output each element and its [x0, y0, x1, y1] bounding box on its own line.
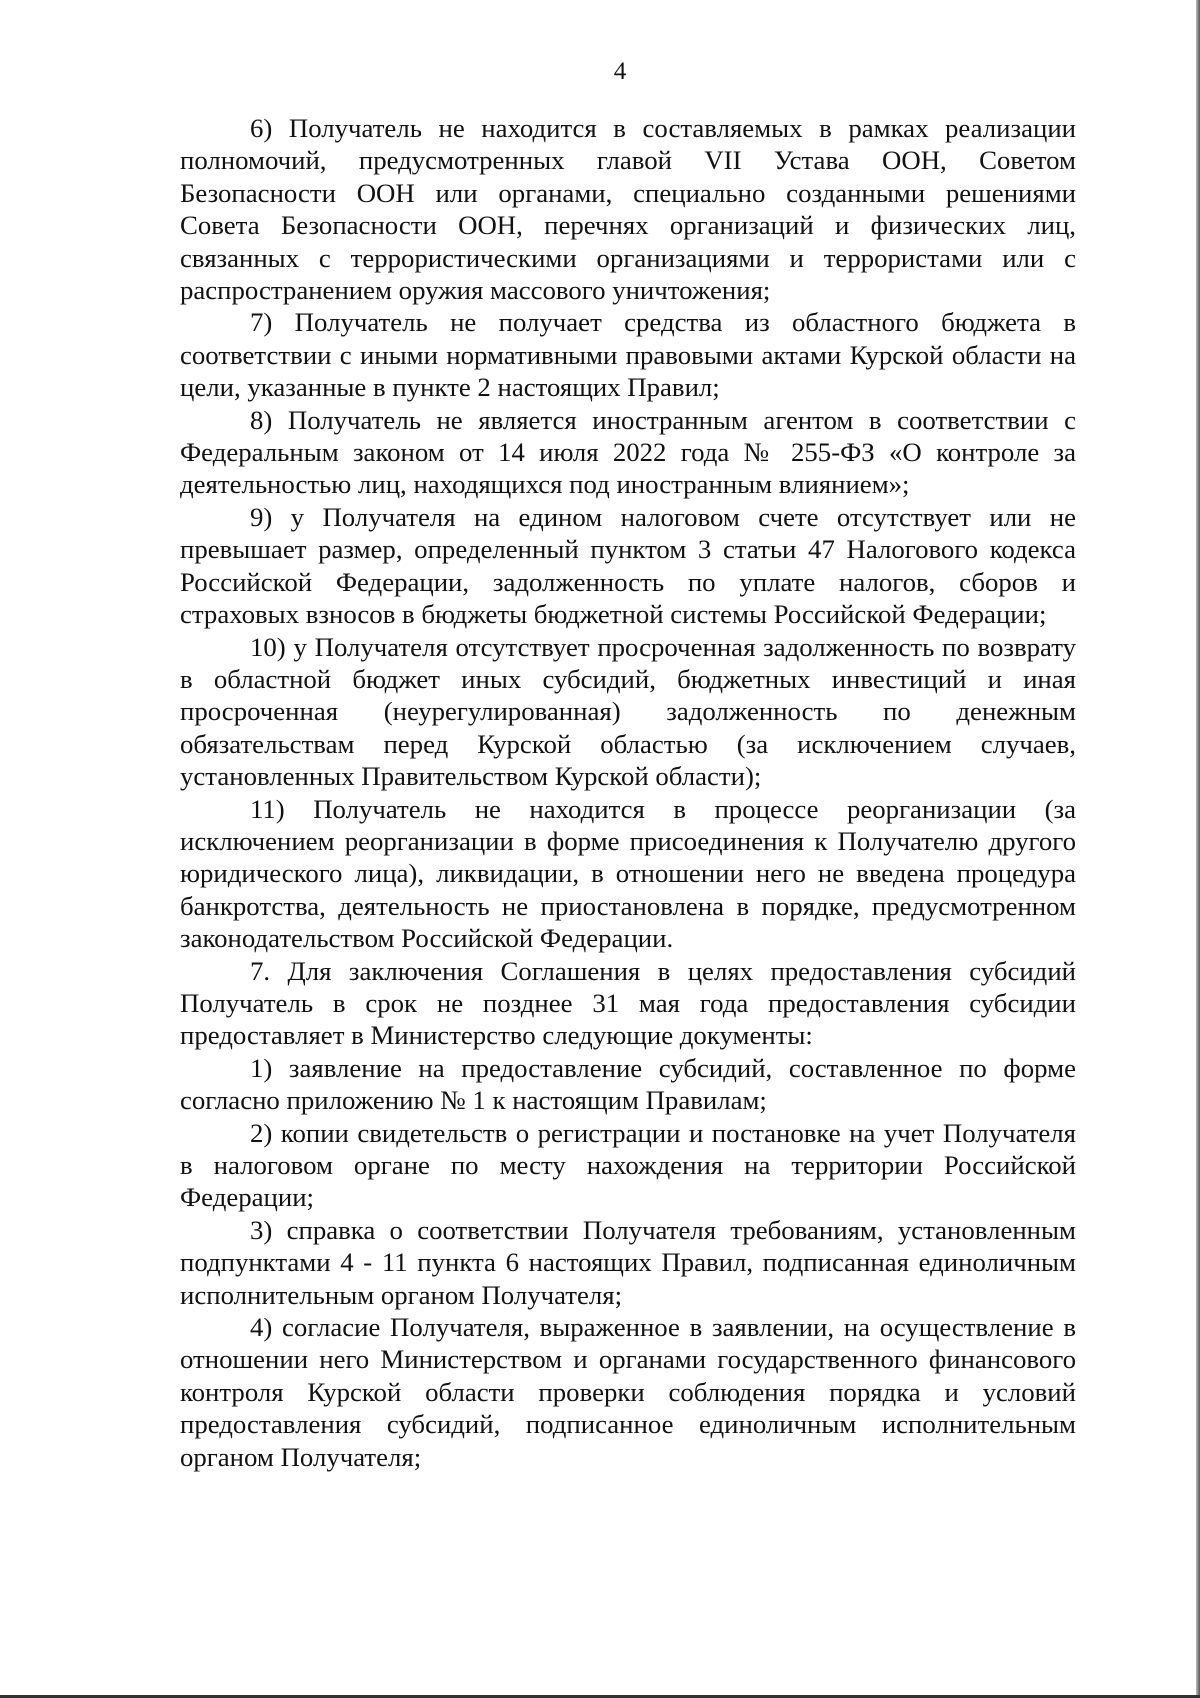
paragraph-document-2: 2) копии свидетельств о регистрации и постановке на учет Получателя в налоговом органе по месту нахождения на территории Российской Федерации; — [180, 1117, 1076, 1213]
paragraph-document-3: 3) справка о соответствии Получателя требованиям, установленным подпунктами 4 - 11 пункта 6 настоящих Правил, подписанная единоличным исполнительным органом Получателя; — [180, 1214, 1076, 1310]
document-body — [180, 112, 1076, 1473]
page-edge-shadow — [1196, 0, 1200, 1698]
paragraph-subitem-7: 7) Получатель не получает средства из областного бюджета в соответствии с иными нормативными правовыми актами Курской области на цели, указанные в пункте 2 настоящих Правил; — [180, 307, 1076, 403]
paragraph-subitem-11: 11) Получатель не находится в процессе реорганизации (за исключением реорганизации в форме присоединения к Получателю другого юридического лица), ликвидации, в отношении него не введена процедура банкротства, деятельность не приостановлена в порядке, предусмотренном законодательством Российской Федерации. — [180, 793, 1076, 954]
paragraph-subitem-9: 9) у Получателя на едином налоговом счете отсутствует или не превышает размер, определенный пунктом 3 статьи 47 Налогового кодекса Российской Федерации, задолженность по уплате налогов, сборов и страховых взносов в бюджеты бюджетной системы Российской Федерации; — [180, 501, 1076, 630]
paragraph-subitem-8: 8) Получатель не является иностранным агентом в соответствии с Федеральным законом от 14 июля 2022 года № 255-ФЗ «О контроле за деятельностью лиц, находящихся под иностранным влиянием»; — [180, 404, 1076, 500]
page-number: 4 — [613, 58, 627, 85]
paragraph-item-7: 7. Для заключения Соглашения в целях предоставления субсидий Получатель в срок не позднее 31 мая года предоставления субсидии предоставляет в Министерство следующие документы: — [180, 955, 1076, 1051]
paragraph-subitem-10: 10) у Получателя отсутствует просроченная задолженность по возврату в областной бюджет иных субсидий, бюджетных инвестиций и иная просроченная (неурегулированная) задолженность по денежным обязательствам перед Курской областью (за исключением случаев, установленных Правительством Курской области); — [180, 631, 1076, 792]
paragraph-subitem-6: 6) Получатель не находится в составляемых в рамках реализации полномочий, предусмотренных главой VII Устава ООН, Советом Безопасности ООН или органами, специально созданными решениями Совета Безопасности ООН, перечнях организаций и физических лиц, связанных с террористическими организациями и террористами или с распространением оружия массового уничтожения; — [180, 113, 1076, 306]
paragraph-document-1: 1) заявление на предоставление субсидий, составленное по форме согласно приложению № 1 к настоящим Правилам; — [180, 1052, 1076, 1116]
paragraph-document-4: 4) согласие Получателя, выраженное в заявлении, на осуществление в отношении него Министерством и органами государственного финансового контроля Курской области проверки соблюдения порядка и условий предоставления субсидий, подписанное единоличным исполнительным органом Получателя; — [180, 1312, 1076, 1472]
